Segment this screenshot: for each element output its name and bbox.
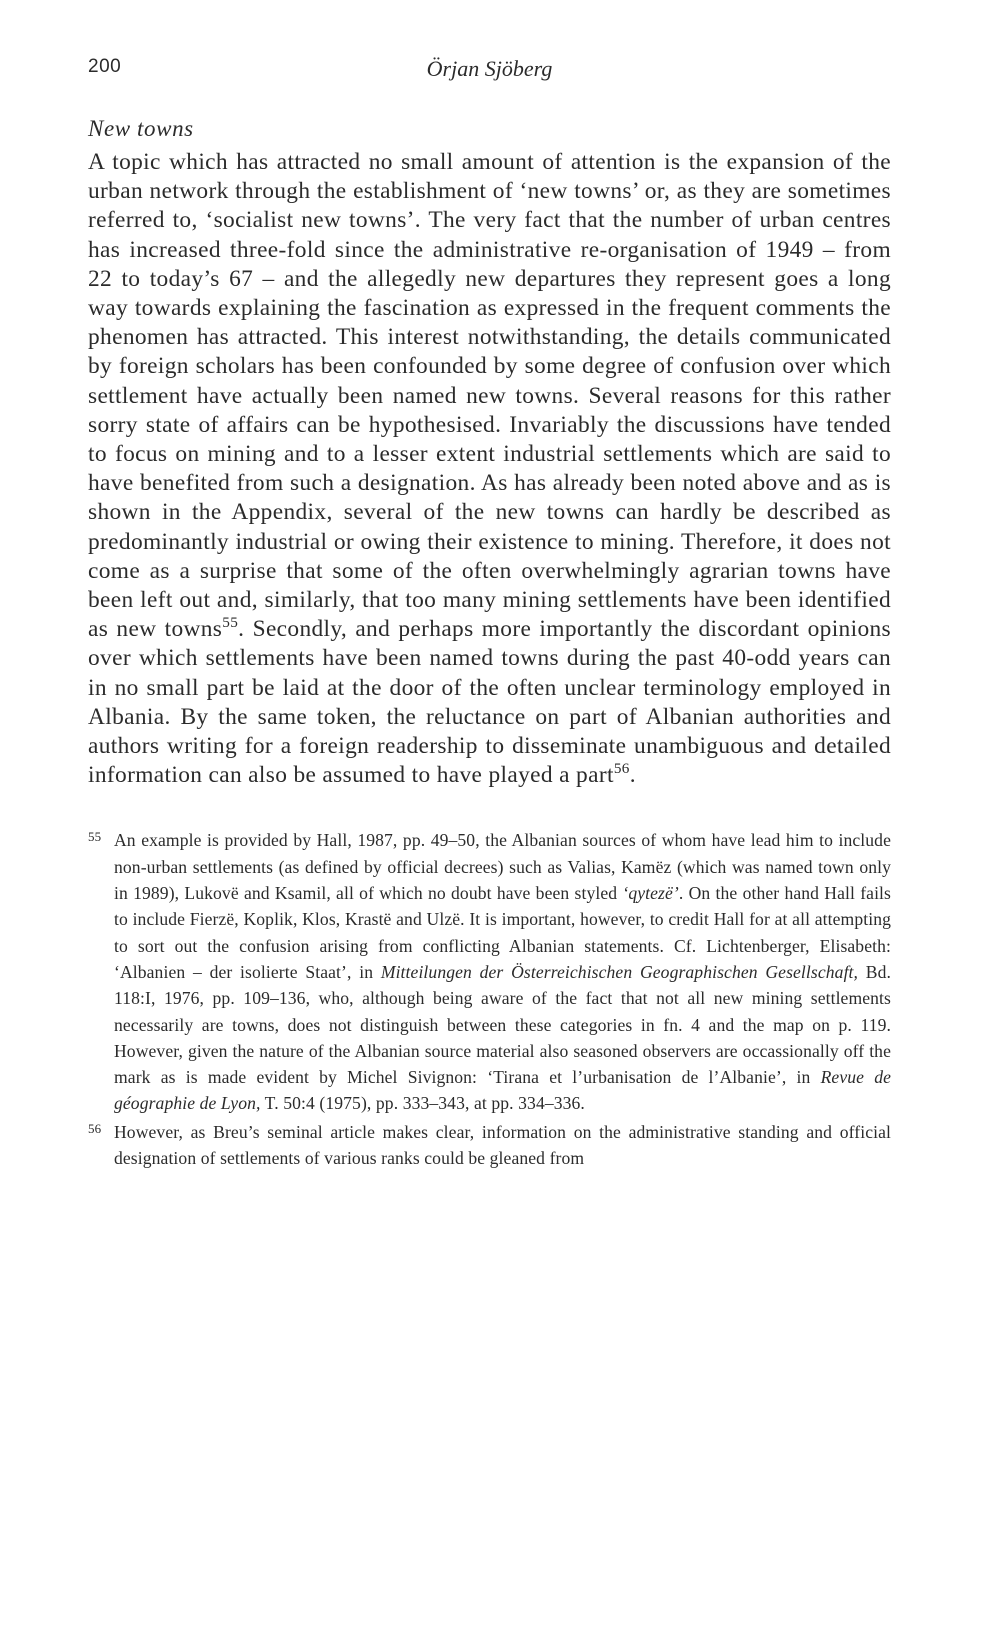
- footnote-56: [88, 1119, 891, 1172]
- footnote-text: An example is provided by Hall, 1987, pp. 49–50, the Albanian sources of whom have lead him to include non-urban settlements (as defined by official decrees) such as Valias, Kamëz (which was named town only in 1989), Lukovë and Ksamil, all of which no doubt have been styled: [114, 830, 891, 904]
- body-text: [88, 148, 891, 790]
- paragraph-text: . Secondly, and perhaps more importantly the discordant opinions over which settlements have been named towns during the past 40-odd years can in no small part be laid at the door of the often unclear terminology employed in Albania. By the same token, the reluctance on part of Albanian authorities and authors writing for a foreign readership to disseminate unambiguous and detailed information can also be assumed to have played a part: [88, 616, 891, 789]
- running-head-author: Örjan Sjöberg: [426, 56, 553, 81]
- footnote-marker: 56: [88, 1120, 102, 1136]
- footnote-ref-55[interactable]: 55: [222, 614, 239, 632]
- section-title: New towns: [88, 116, 194, 141]
- footnote-text: T. 50:4 (1975), pp. 333–343, at pp. 334–336.: [260, 1093, 585, 1114]
- footnotes: [88, 827, 891, 1171]
- footnote-marker: 55: [88, 829, 102, 845]
- paragraph-text: A topic which has attracted no small amount of attention is the expansion of the urban network through the establishment of ‘new towns’ or, as they are sometimes referred to, ‘socialist new towns’. The very fact that the number of urban centres has increased three-fold since the administrative re-organisation of 1949 – from 22 to today’s 67 – and the allegedly new departures they represent goes a long way towards explaining the fascination as expressed in the frequent comments the phenomen has attracted. This interest notwithstanding, the details communicated by foreign scholars has been confounded by some degree of confusion over which settlement have actually been named new towns. Several reasons for this rather sorry state of affairs can be hypothesised. Invariably the discussions have tended to focus on mining and to a lesser extent industrial settlements which are said to have benefited from such a designation. As has already been noted above and as is shown in the Appendix, several of the new towns can hardly be described as predominantly industrial or owing their existence to mining. Therefore, it does not come as a surprise that some of the often overwhelmingly agrarian towns have been left out and, similarly, that too many mining settlements have been identified as new towns: [88, 149, 891, 643]
- footnote-journal-title: Revue de géographie de Lyon,: [114, 1067, 892, 1114]
- footnote-text-italic: ‘qytezë’: [622, 883, 679, 904]
- footnote-journal-title: Mitteilungen der Österreichischen Geographischen Gesellschaft,: [380, 961, 859, 982]
- paragraph: [88, 148, 891, 790]
- page: [88, 56, 891, 1173]
- footnote-55: [88, 827, 891, 1116]
- paragraph-text: .: [629, 762, 636, 789]
- footnote-text: However, as Breu’s seminal article makes clear, information on the administrative standing and official designation of settlements of various ranks could be gleaned from: [114, 1121, 891, 1169]
- footnote-text: . On the other hand Hall fails to include Fierzë, Koplik, Klos, Krastë and Ulzë. It is important, however, to credit Hall for at all attempting to sort out the confusion arising from conflicting Albanian statements. Cf. Lichtenberger, Elisabeth: ‘Albanien – der isolierte Staat’, in: [114, 883, 891, 982]
- footnote-ref-56[interactable]: 56: [613, 760, 630, 778]
- page-number: 200: [88, 56, 122, 77]
- footnote-text: Bd. 118:I, 1976, pp. 109–136, who, although being aware of the fact that not all new mining settlements necessarily are towns, does not distinguish between these categories in fn. 4 and the map on p. 119. However, given the nature of the Albanian source material also seasoned observers are occassionally off the mark as is made evident by Michel Sivignon: ‘Tirana et l’urbanisation de l’Albanie’, in: [114, 961, 891, 1088]
- running-head: [88, 56, 891, 96]
